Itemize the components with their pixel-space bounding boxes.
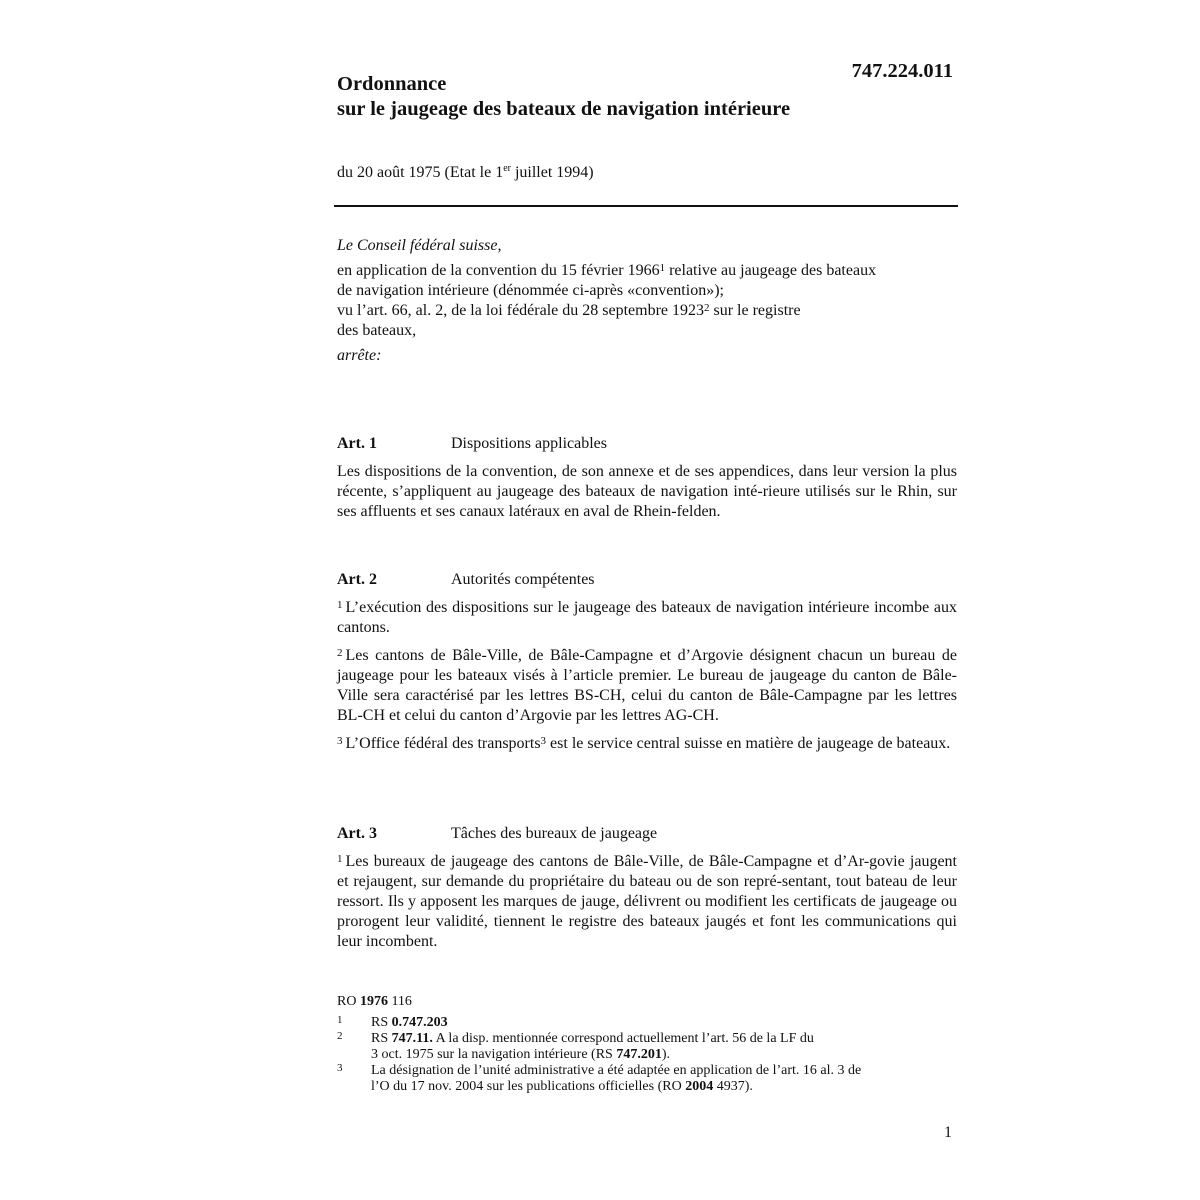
paragraph-number: 3 [337, 735, 343, 747]
article-2 [337, 570, 957, 754]
article-label: Art. 2 [337, 571, 377, 588]
footnote-text: ). [661, 1047, 671, 1062]
preamble-line-2: de navigation intérieure (dénommée ci-après «convention»); [337, 282, 724, 299]
footnote-ref-bold: 2004 [685, 1079, 714, 1094]
footnote-line [371, 1031, 957, 1047]
footnote-ref-bold: 747.11. [391, 1031, 433, 1046]
article-heading [337, 570, 957, 590]
document-page [337, 0, 957, 1200]
ro-prefix: RO [337, 994, 360, 1009]
article-3 [337, 824, 957, 952]
date-suffix: juillet 1994) [510, 164, 594, 181]
footnote-text: RS [371, 1031, 392, 1046]
footnote-line [371, 1015, 957, 1031]
footnote-ref-3[interactable]: 3 [540, 735, 547, 747]
ordinance-title [337, 72, 790, 122]
preamble-line-1 [337, 261, 957, 281]
sr-number: 747.224.011 [851, 60, 953, 82]
date-line [337, 164, 594, 182]
footnote-2 [337, 1031, 957, 1063]
preamble [337, 236, 957, 366]
footnote-1 [337, 1015, 957, 1031]
footnote-number: 2 [337, 1030, 343, 1042]
footnote-text: 3 oct. 1975 sur la navigation intérieure (RS [371, 1047, 617, 1062]
header-rule [334, 205, 958, 207]
footnote-ref-2[interactable]: 2 [704, 302, 710, 314]
page-number: 1 [944, 1124, 952, 1141]
preamble-line-3-text: vu l’art. 66, al. 2, de la loi fédérale du 28 septembre 1923 [337, 302, 704, 319]
paragraph-text: Les cantons de Bâle-Ville, de Bâle-Campagne et d’Argovie désignent chacun un bureau de jaugeage pour les bateaux visés à l’article premier. Le bureau de jaugeage du canton de Bâle-Ville sera caractérisé par les lettres BS-CH, celui du canton de Bâle-Campagne par les lettres BL-CH et celui du canton d’Argovie par les lettres AG-CH. [337, 647, 957, 724]
title-line-2: sur le jaugeage des bateaux de navigation intérieure [337, 98, 791, 120]
footnote-ref-bold: 747.201 [616, 1047, 662, 1062]
article-paragraph [337, 734, 957, 754]
paragraph-text-end: est le service central suisse en matière de jaugeage de bateaux. [546, 735, 951, 752]
footnote-number: 1 [337, 1014, 343, 1026]
ro-page: 116 [387, 994, 412, 1009]
paragraph-number: 1 [337, 599, 343, 611]
article-paragraph [337, 646, 957, 726]
date-superscript: er [503, 163, 511, 174]
paragraph-text: Les bureaux de jaugeage des cantons de Bâle-Ville, de Bâle-Campagne et d’Ar-govie jaugent et rejaugent, sur demande du propriétaire du bateau ou de son repré-sentant, tout bateau de leur ressort. Ils y apposent les marques de jauge, délivrent ou modifient les certificats de jaugeage ou prorogent leur validité, tiennent le registre des bateaux jaugés et font les communications qui leur incombent. [337, 853, 957, 950]
article-label: Art. 1 [337, 435, 377, 452]
footnote-3 [337, 1063, 957, 1095]
preamble-line-4: des bateaux, [337, 322, 417, 339]
article-paragraph [337, 852, 957, 952]
article-1 [337, 434, 957, 522]
article-paragraph [337, 598, 957, 638]
preamble-line-1-text-end: relative au jaugeage des bateaux [665, 262, 877, 279]
paragraph-text: L’exécution des dispositions sur le jaugeage des bateaux de navigation intérieure incombe aux cantons. [337, 599, 957, 636]
preamble-authority: Le Conseil fédéral suisse, [337, 237, 502, 254]
footnote-line [371, 1079, 957, 1095]
footnote-text: A la disp. mentionnée correspond actuellement l’art. 56 de la LF du [432, 1031, 814, 1046]
preamble-line-1-text: en application de la convention du 15 février 1966 [337, 262, 660, 279]
article-title: Autorités compétentes [451, 571, 595, 588]
footnote-ref-1[interactable]: 1 [659, 262, 666, 274]
title-line-1: Ordonnance [337, 73, 447, 95]
footnote-ref-bold: 0.747.203 [391, 1015, 448, 1030]
date-prefix: du 20 août 1975 (Etat le 1 [337, 164, 504, 181]
preamble-decides: arrête: [337, 347, 382, 364]
article-label: Art. 3 [337, 825, 377, 842]
ro-year: 1976 [359, 994, 388, 1009]
paragraph-number: 2 [337, 647, 343, 659]
preamble-line-3-text-end: sur le registre [709, 302, 801, 319]
preamble-line-3 [337, 301, 957, 321]
paragraph-text: L’Office fédéral des transports [345, 735, 541, 752]
footnote-line: La désignation de l’unité administrative a été adaptée en application de l’art. 16 al. 3 de [371, 1063, 862, 1078]
article-title: Tâches des bureaux de jaugeage [451, 825, 658, 842]
footnote-number: 3 [337, 1062, 343, 1074]
footnotes [337, 994, 957, 1095]
footnote-text: 4937). [713, 1079, 753, 1094]
footnote-line [371, 1047, 957, 1063]
article-title: Dispositions applicables [451, 435, 607, 452]
footnote-text: l’O du 17 nov. 2004 sur les publications officielles (RO [371, 1079, 686, 1094]
footnote-text: RS [371, 1015, 392, 1030]
paragraph-number: 1 [337, 853, 343, 865]
ro-reference [337, 994, 957, 1010]
article-heading [337, 434, 957, 454]
article-heading [337, 824, 957, 844]
article-paragraph: Les dispositions de la convention, de son annexe et de ses appendices, dans leur version la plus récente, s’appliquent au jaugeage des bateaux de navigation inté-rieure utilisés sur le Rhin, sur ses affluents et ses canaux latéraux en aval de Rhein-felden. [337, 463, 957, 520]
